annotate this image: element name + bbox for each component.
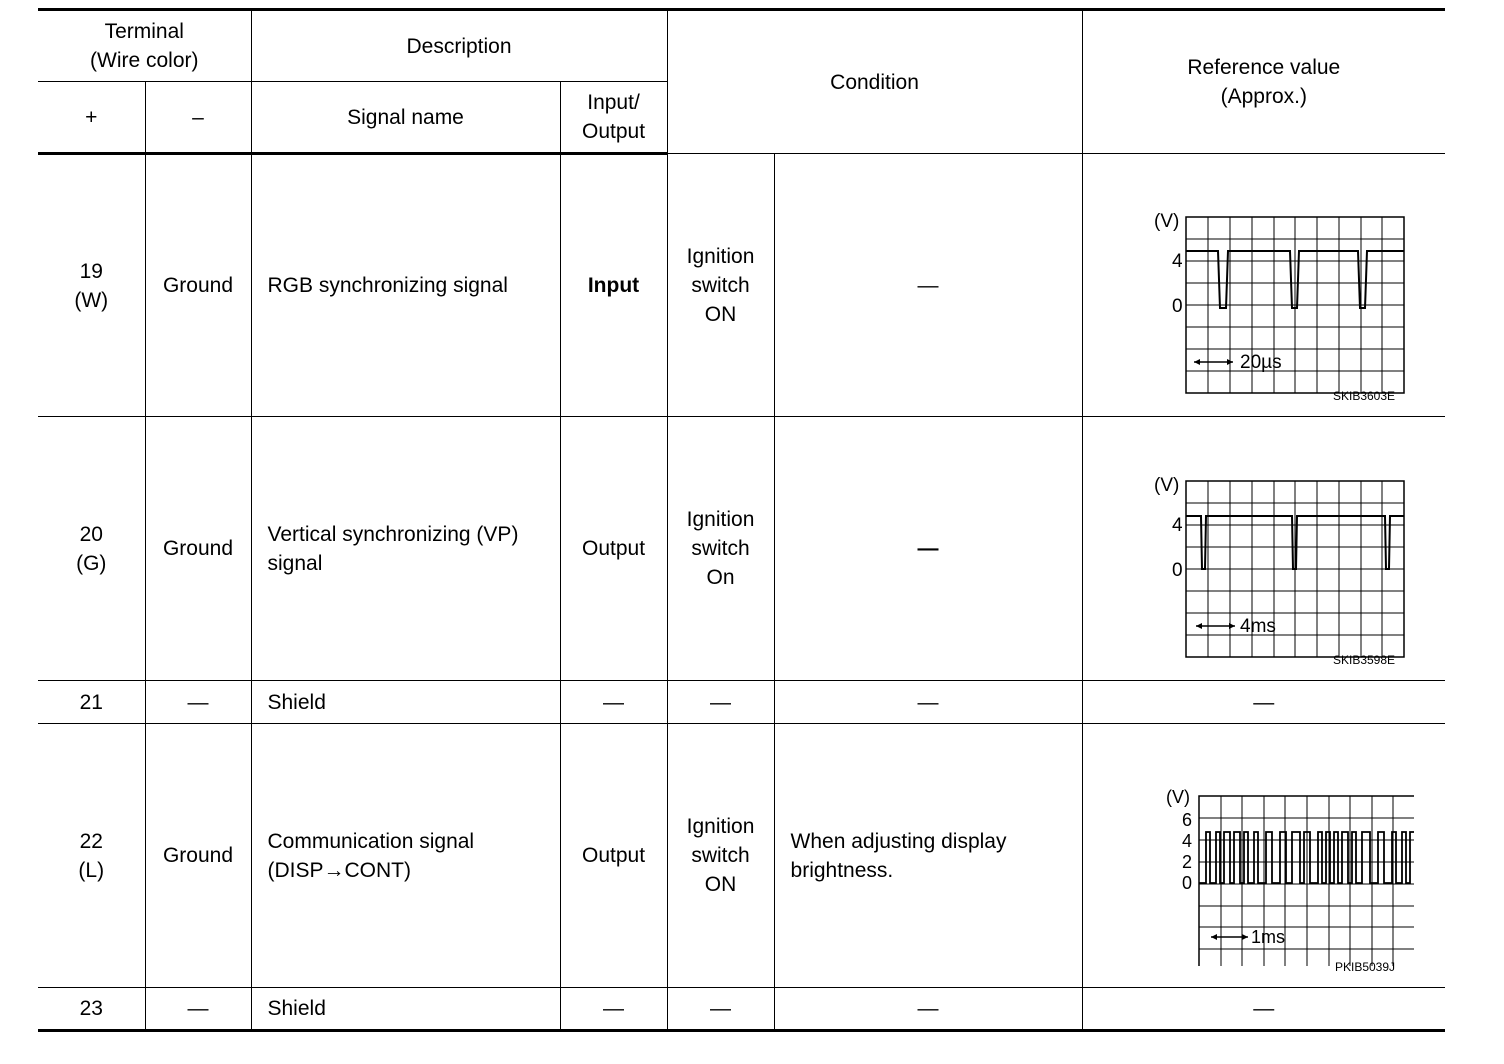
signal-name-cell: Shield xyxy=(251,681,560,724)
waveform-grid xyxy=(1186,217,1404,393)
terminal-cell xyxy=(38,154,145,417)
condition-cell: — xyxy=(667,681,774,724)
condition-detail-cell: — xyxy=(774,154,1082,417)
signal-name-header: Signal name xyxy=(251,82,560,154)
tick-4-label: 4 xyxy=(1181,830,1192,851)
reference-value-cell: — xyxy=(1082,681,1445,724)
table-row xyxy=(38,417,1445,681)
terminal-number: 20 xyxy=(79,522,103,546)
condition-line-2: switch xyxy=(691,537,750,560)
condition-line-2: switch xyxy=(691,273,750,297)
ground-cell: Ground xyxy=(145,724,251,988)
io-cell: Output xyxy=(560,417,667,681)
terminal-number: 19 xyxy=(79,259,103,283)
table-row xyxy=(38,154,1445,417)
tick-0-label: 0 xyxy=(1171,296,1183,317)
condition-line-1: Ignition xyxy=(686,508,755,531)
io-cell: — xyxy=(560,988,667,1031)
signal-line-2: (DISP→CONT) xyxy=(267,858,411,882)
time-scale-label: 20µs xyxy=(1239,352,1282,373)
condition-line-1: Ignition xyxy=(686,815,755,838)
unit-label: (V) xyxy=(1165,786,1190,807)
reference-value-cell xyxy=(1082,154,1445,417)
condition-line-2: switch xyxy=(691,844,750,867)
signal-line-2: signal xyxy=(267,551,323,575)
condition-detail-cell: — xyxy=(774,417,1082,681)
terminal-header-label: Terminal xyxy=(104,20,184,43)
signal-line-1: Communication signal xyxy=(267,829,475,853)
io-cell: — xyxy=(560,681,667,724)
table-row xyxy=(38,724,1445,988)
reference-value-label: Reference value xyxy=(1187,56,1341,79)
tick-6-label: 6 xyxy=(1181,809,1192,830)
table-row xyxy=(38,988,1445,1031)
input-label: Input/ xyxy=(587,91,640,114)
ground-cell: — xyxy=(145,681,251,724)
condition-line-3: On xyxy=(706,566,735,589)
unit-label: (V) xyxy=(1153,474,1180,496)
condition-detail-line-1: When adjusting display xyxy=(790,829,1007,853)
ground-cell: Ground xyxy=(145,417,251,681)
condition-detail-line-2: brightness. xyxy=(790,858,894,882)
ground-cell: Ground xyxy=(145,154,251,417)
terminal-cell: 23 xyxy=(38,988,145,1031)
signal-name-cell xyxy=(251,417,560,681)
signal-name-cell: RGB synchronizing signal xyxy=(251,154,560,417)
condition-line-1: Ignition xyxy=(686,244,755,268)
image-code: SKIB3598E xyxy=(1332,653,1396,667)
ground-cell: — xyxy=(145,988,251,1031)
terminal-number: 22 xyxy=(79,829,103,853)
reference-value-cell: — xyxy=(1082,988,1445,1031)
terminal-cell xyxy=(38,417,145,681)
condition-cell xyxy=(667,724,774,988)
table-row xyxy=(38,681,1445,724)
approx-label: (Approx.) xyxy=(1220,85,1307,108)
plus-header: + xyxy=(38,82,145,154)
description-header: Description xyxy=(251,10,667,82)
terminal-header xyxy=(38,10,251,82)
wire-color: (L) xyxy=(78,858,105,882)
reference-value-header xyxy=(1082,10,1445,154)
condition-cell: — xyxy=(667,988,774,1031)
condition-line-3: ON xyxy=(704,302,737,326)
wire-color: (W) xyxy=(74,288,109,312)
condition-cell xyxy=(667,417,774,681)
signal-name-cell xyxy=(251,724,560,988)
header-row-1 xyxy=(38,10,1445,82)
condition-header: Condition xyxy=(667,10,1082,154)
signal-line-1: Vertical synchronizing (VP) xyxy=(267,522,519,546)
unit-label: (V) xyxy=(1153,211,1180,232)
wire-color: (G) xyxy=(76,551,107,575)
input-output-header xyxy=(560,82,667,154)
wire-color-header-label: (Wire color) xyxy=(90,49,199,72)
tick-0-label: 0 xyxy=(1171,559,1183,581)
time-scale-label: 1ms xyxy=(1250,926,1285,947)
image-code: SKIB3603E xyxy=(1332,389,1396,403)
tick-0-label: 0 xyxy=(1181,872,1192,893)
tick-2-label: 2 xyxy=(1181,851,1192,872)
io-cell: Output xyxy=(560,724,667,988)
minus-header: – xyxy=(145,82,251,154)
terminal-cell: 21 xyxy=(38,681,145,724)
condition-detail-cell: — xyxy=(774,988,1082,1031)
terminal-spec-table xyxy=(38,8,1445,1032)
condition-detail-cell xyxy=(774,724,1082,988)
rgb-sync-waveform xyxy=(1114,175,1414,395)
signal-name-cell: Shield xyxy=(251,988,560,1031)
condition-cell xyxy=(667,154,774,417)
tick-4-label: 4 xyxy=(1171,251,1183,272)
reference-value-cell xyxy=(1082,417,1445,681)
reference-value-cell xyxy=(1082,724,1445,988)
condition-detail-cell: — xyxy=(774,681,1082,724)
condition-line-3: ON xyxy=(704,873,737,896)
vp-sync-waveform xyxy=(1114,439,1414,659)
terminal-cell xyxy=(38,724,145,988)
time-scale-label: 4ms xyxy=(1239,615,1276,637)
waveform-grid xyxy=(1199,796,1414,966)
tick-4-label: 4 xyxy=(1171,514,1183,536)
output-label: Output xyxy=(581,120,646,143)
io-cell: Input xyxy=(560,154,667,417)
image-code: PKIB5039J xyxy=(1334,960,1396,974)
communication-waveform xyxy=(1114,746,1414,966)
